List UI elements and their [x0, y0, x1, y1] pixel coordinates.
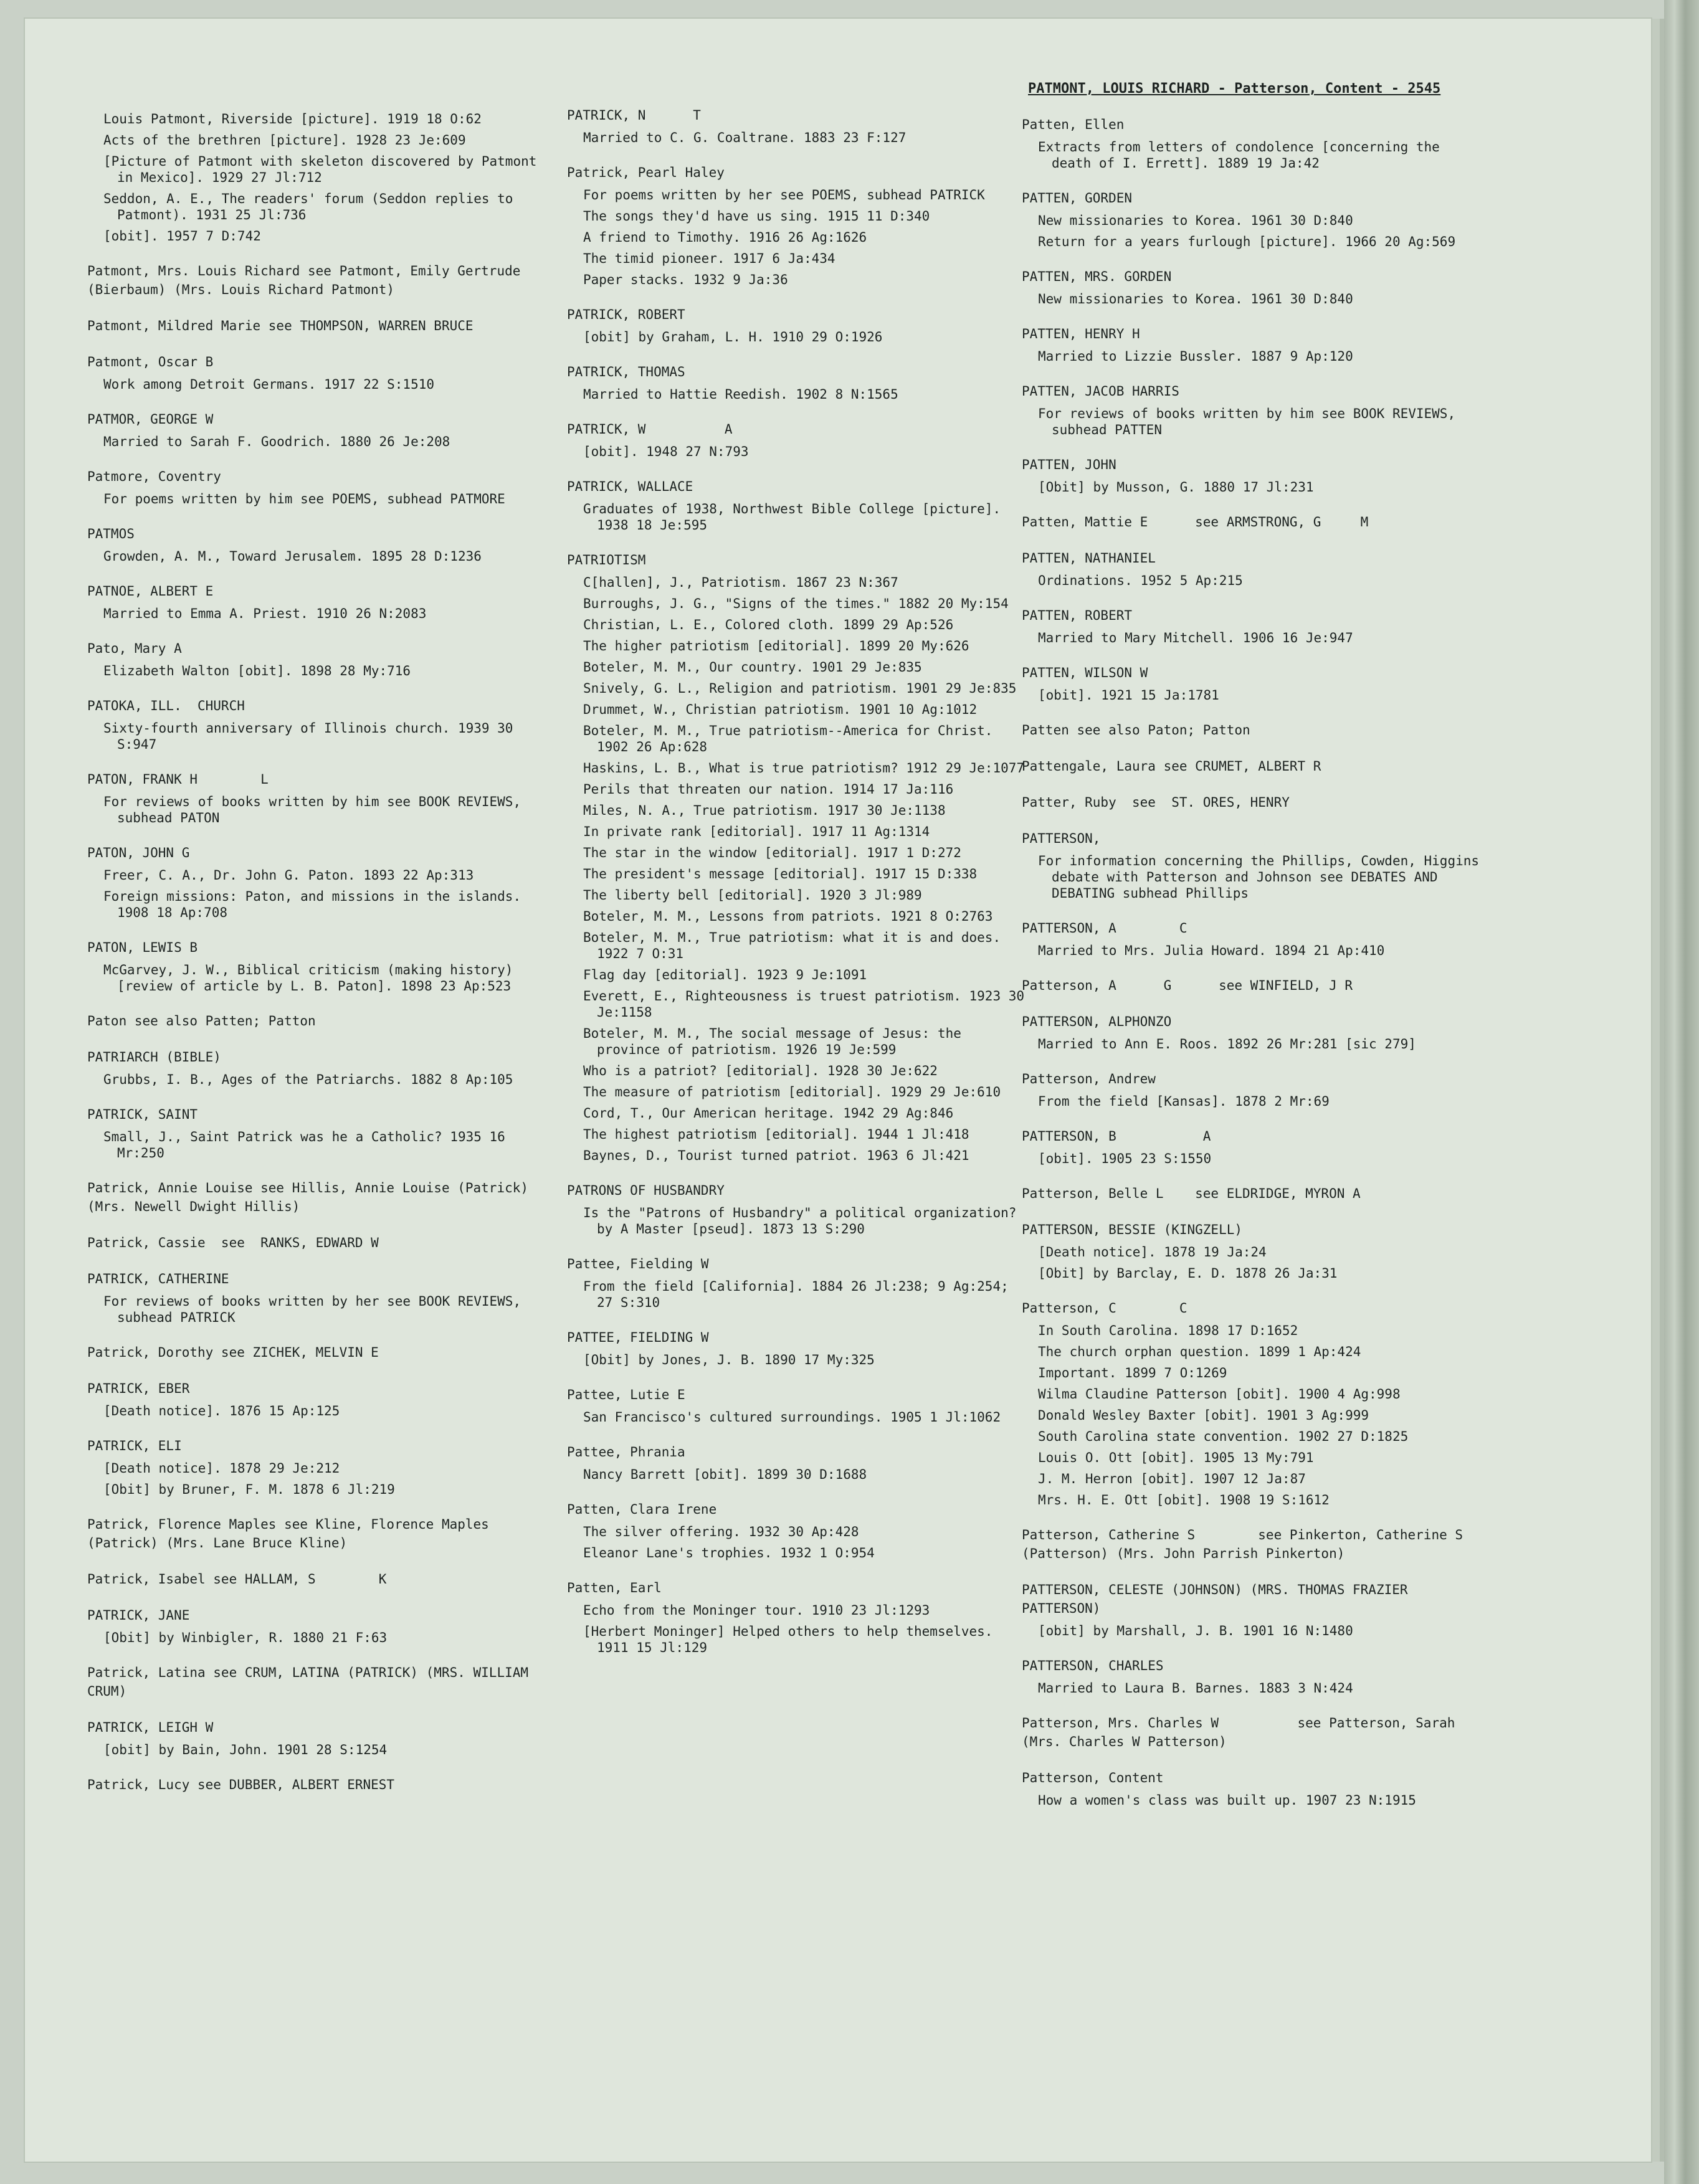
- entry-heading: Patmont, Oscar B: [87, 354, 214, 369]
- entry-citation: [obit] by Bain, John. 1901 28 S:1254: [103, 1742, 388, 1757]
- book-page-edges: [1664, 0, 1699, 2184]
- index-column-2: [567, 106, 1031, 1673]
- entry-citation: Nancy Barrett [obit]. 1899 30 D:1688: [583, 1467, 867, 1482]
- entry-citation: Boteler, M. M., True patriotism: what it is and does. 1922 7 O:31: [583, 930, 1009, 961]
- entry-heading: Pato, Mary A: [87, 641, 182, 656]
- entry-citation: Married to Mary Mitchell. 1906 16 Je:947: [1038, 630, 1353, 645]
- entry-citation: Married to C. G. Coaltrane. 1883 23 F:127: [583, 130, 907, 145]
- running-header: PATMONT, LOUIS RICHARD - Patterson, Content - 2545: [1028, 81, 1441, 97]
- entry-citation: For information concerning the Phillips, Cowden, Higgins debate with Patterson and Johnson see DEBATES AND DEBATING subhead Phillips: [1038, 853, 1487, 901]
- entry-heading: PATTEN, NATHANIEL: [1022, 551, 1156, 566]
- index-entry: [87, 1775, 551, 1794]
- entry-heading: PATRICK, ELI: [87, 1438, 182, 1453]
- entry-heading: PATRICK, W A: [567, 422, 733, 437]
- entry-citation: Louis Patmont, Riverside [picture]. 1919 18 O:62: [103, 112, 482, 126]
- index-entry: [87, 410, 551, 450]
- entry-citation: Freer, C. A., Dr. John G. Paton. 1893 22 Ap:313: [103, 868, 474, 883]
- entry-heading: PATTEN, ROBERT: [1022, 608, 1133, 623]
- index-entry: [567, 1181, 1031, 1237]
- entry-citation: Snively, G. L., Religion and patriotism. 1901 29 Je:835: [583, 681, 1017, 696]
- index-entry: [87, 1570, 551, 1588]
- entry-heading: PATRICK, WALLACE: [567, 479, 693, 494]
- entry-heading: Patmont, Mildred Marie see THOMPSON, WARREN BRUCE: [87, 318, 474, 333]
- index-entry: [567, 420, 1031, 460]
- entry-heading: PATTEN, JACOB HARRIS: [1022, 384, 1179, 399]
- entry-heading: Patrick, Florence Maples see Kline, Florence Maples (Patrick) (Mrs. Lane Bruce Kline): [87, 1517, 497, 1550]
- entry-citation: For reviews of books written by her see BOOK REVIEWS, subhead PATRICK: [103, 1294, 529, 1325]
- entry-heading: Patten, Mattie E see ARMSTRONG, G M: [1022, 515, 1369, 529]
- entry-heading: PATON, LEWIS B: [87, 940, 198, 955]
- index-entry: [1022, 1184, 1486, 1203]
- entry-citation: Acts of the brethren [picture]. 1928 23 Je:609: [103, 133, 466, 148]
- entry-heading: PATON, FRANK H L: [87, 772, 269, 787]
- entry-citation: New missionaries to Korea. 1961 30 D:840: [1038, 213, 1353, 228]
- entry-citation: Married to Emma A. Priest. 1910 26 N:2083: [103, 606, 427, 621]
- entry-heading: PATTERSON, BESSIE (KINGZELL): [1022, 1222, 1243, 1237]
- entry-heading: Pattee, Fielding W: [567, 1256, 709, 1271]
- entry-citation: Foreign missions: Paton, and missions in the islands. 1908 18 Ap:708: [103, 889, 529, 920]
- index-entry: [1022, 757, 1486, 776]
- entry-heading: Patrick, Lucy see DUBBER, ALBERT ERNEST: [87, 1777, 395, 1792]
- index-entry: [87, 1515, 551, 1552]
- index-entry: [1022, 793, 1486, 812]
- entry-heading: PATTERSON, B A: [1022, 1129, 1211, 1144]
- entry-citation: [Death notice]. 1878 19 Ja:24: [1038, 1245, 1267, 1260]
- entry-citation: Cord, T., Our American heritage. 1942 29 Ag:846: [583, 1106, 954, 1121]
- entry-citation: [Obit] by Winbigler, R. 1880 21 F:63: [103, 1630, 388, 1645]
- entry-citation: The president's message [editorial]. 1917 15 D:338: [583, 866, 978, 881]
- entry-citation: [Obit] by Barclay, E. D. 1878 26 Ja:31: [1038, 1266, 1338, 1281]
- entry-citation: Louis O. Ott [obit]. 1905 13 My:791: [1038, 1450, 1314, 1465]
- entry-heading: PATRICK, JANE: [87, 1608, 190, 1623]
- index-entry: [1022, 1127, 1486, 1167]
- index-entry: [87, 467, 551, 507]
- entry-citation: Boteler, M. M., True patriotism--America for Christ. 1902 26 Ap:628: [583, 723, 1001, 754]
- entry-heading: PATTERSON, CELESTE (JOHNSON) (MRS. THOMAS FRAZIER PATTERSON): [1022, 1582, 1416, 1616]
- entry-citation: The timid pioneer. 1917 6 Ja:434: [583, 251, 835, 266]
- entry-heading: PATTERSON, CHARLES: [1022, 1658, 1164, 1673]
- entry-citation: Wilma Claudine Patterson [obit]. 1900 4 Ag:998: [1038, 1387, 1401, 1402]
- entry-citation: For poems written by her see POEMS, subhead PATRICK: [583, 188, 985, 202]
- entry-heading: PATON, JOHN G: [87, 845, 190, 860]
- entry-citation: In South Carolina. 1898 17 D:1652: [1038, 1323, 1298, 1338]
- entry-heading: Pattee, Lutie E: [567, 1387, 685, 1402]
- entry-heading: Patten, Ellen: [1022, 117, 1125, 132]
- entry-citation: Burroughs, J. G., "Signs of the times." 1882 20 My:154: [583, 596, 1009, 611]
- index-entry: [567, 305, 1031, 345]
- index-entry: [87, 1606, 551, 1646]
- entry-citation: Mrs. H. E. Ott [obit]. 1908 19 S:1612: [1038, 1493, 1330, 1507]
- entry-heading: Pattee, Phrania: [567, 1445, 685, 1460]
- entry-heading: Patterson, Belle L see ELDRIDGE, MYRON A: [1022, 1186, 1361, 1201]
- index-entry: [1022, 549, 1486, 589]
- entry-citation: Growden, A. M., Toward Jerusalem. 1895 28 D:1236: [103, 549, 482, 564]
- index-entry: [87, 353, 551, 392]
- entry-heading: PATTEN, WILSON W: [1022, 665, 1148, 680]
- entry-citation: J. M. Herron [obit]. 1907 12 Ja:87: [1038, 1471, 1306, 1486]
- entry-heading: Patrick, Annie Louise see Hillis, Annie Louise (Patrick) (Mrs. Newell Dwight Hillis): [87, 1180, 536, 1214]
- entry-citation: Is the "Patrons of Husbandry" a political organization? by A Master [pseud]. 1873 13 S:290: [583, 1205, 1025, 1237]
- entry-citation: Boteler, M. M., Lessons from patriots. 1921 8 O:2763: [583, 909, 993, 924]
- entry-citation: Work among Detroit Germans. 1917 22 S:1510: [103, 377, 435, 392]
- entry-citation: Married to Lizzie Bussler. 1887 9 Ap:120: [1038, 349, 1353, 364]
- index-entry: [87, 1048, 551, 1088]
- entry-citation: [obit] by Marshall, J. B. 1901 16 N:1480: [1038, 1623, 1353, 1638]
- index-entry: [1022, 606, 1486, 646]
- entry-citation: Donald Wesley Baxter [obit]. 1901 3 Ag:999: [1038, 1408, 1369, 1423]
- entry-citation: The higher patriotism [editorial]. 1899 20 My:626: [583, 639, 969, 653]
- entry-heading: Pattengale, Laura see CRUMET, ALBERT R: [1022, 759, 1321, 774]
- index-entry: [87, 1105, 551, 1161]
- index-entry: [1022, 115, 1486, 171]
- entry-citation: Eleanor Lane's trophies. 1932 1 O:954: [583, 1545, 875, 1560]
- entry-heading: PATRICK, LEIGH W: [87, 1720, 214, 1735]
- entry-heading: Paton see also Patten; Patton: [87, 1014, 316, 1028]
- entry-citation: [Picture of Patmont with skeleton discovered by Patmont in Mexico]. 1929 27 Jl:712: [103, 154, 545, 185]
- entry-citation: The star in the window [editorial]. 1917 1 D:272: [583, 845, 961, 860]
- entry-heading: Patten see also Paton; Patton: [1022, 723, 1250, 738]
- entry-heading: PATTEE, FIELDING W: [567, 1330, 709, 1345]
- index-entry: [567, 1328, 1031, 1368]
- entry-heading: Patmore, Coventry: [87, 469, 221, 484]
- entry-citation: [Obit] by Jones, J. B. 1890 17 My:325: [583, 1352, 875, 1367]
- index-entry: [87, 316, 551, 335]
- index-entry: [1022, 1769, 1486, 1808]
- entry-heading: PATRIOTISM: [567, 553, 646, 567]
- entry-heading: PATMOS: [87, 526, 135, 541]
- entry-heading: PATRICK, CATHERINE: [87, 1271, 229, 1286]
- entry-citation: The church orphan question. 1899 1 Ap:424: [1038, 1344, 1361, 1359]
- index-entry: [1022, 1299, 1486, 1508]
- entry-heading: Patterson, C C: [1022, 1301, 1187, 1316]
- entry-heading: PATTEN, MRS. GORDEN: [1022, 269, 1172, 284]
- entry-citation: For reviews of books written by him see BOOK REVIEWS, subhead PATTEN: [1038, 406, 1463, 437]
- index-entry: [87, 1343, 551, 1362]
- entry-citation: [Death notice]. 1878 29 Je:212: [103, 1461, 340, 1476]
- index-entry: [87, 770, 551, 826]
- index-entry: [87, 1012, 551, 1030]
- index-entry: [1022, 189, 1486, 250]
- index-entry: [1022, 721, 1486, 739]
- entry-citation: Baynes, D., Tourist turned patriot. 1963 6 Jl:421: [583, 1148, 969, 1163]
- entry-citation: Elizabeth Walton [obit]. 1898 28 My:716: [103, 663, 411, 678]
- entry-citation: Married to Hattie Reedish. 1902 8 N:1565: [583, 387, 898, 402]
- index-entry: [87, 843, 551, 921]
- index-entry: [1022, 663, 1486, 703]
- index-entry: [87, 938, 551, 994]
- index-entry: [87, 525, 551, 564]
- entry-heading: Patrick, Latina see CRUM, LATINA (PATRICK) (MRS. WILLIAM CRUM): [87, 1665, 536, 1699]
- entry-citation: Ordinations. 1952 5 Ap:215: [1038, 573, 1243, 588]
- index-entry: [567, 1579, 1031, 1656]
- entry-citation: From the field [California]. 1884 26 Jl:238; 9 Ag:254; 27 S:310: [583, 1279, 1017, 1310]
- index-entry: [1022, 1220, 1486, 1281]
- entry-heading: PATNOE, ALBERT E: [87, 584, 214, 599]
- entry-citation: How a women's class was built up. 1907 23 N:1915: [1038, 1793, 1416, 1808]
- entry-heading: Patter, Ruby see ST. ORES, HENRY: [1022, 795, 1290, 810]
- entry-citation: [obit]. 1948 27 N:793: [583, 444, 749, 459]
- index-entry: [1022, 829, 1486, 901]
- entry-citation: Small, J., Saint Patrick was he a Catholic? 1935 16 Mr:250: [103, 1129, 513, 1161]
- entry-citation: The silver offering. 1932 30 Ap:428: [583, 1524, 859, 1539]
- entry-citation: Married to Ann E. Roos. 1892 26 Mr:281 [sic 279]: [1038, 1037, 1416, 1052]
- entry-citation: [obit] by Graham, L. H. 1910 29 O:1926: [583, 330, 883, 344]
- entry-heading: PATRICK, THOMAS: [567, 364, 685, 379]
- entry-citation: Who is a patriot? [editorial]. 1928 30 Je:622: [583, 1063, 938, 1078]
- index-entry: [567, 551, 1031, 1164]
- index-entry: [1022, 1580, 1486, 1639]
- entry-citation: Paper stacks. 1932 9 Ja:36: [583, 272, 788, 287]
- entry-citation: Extracts from letters of condolence [concerning the death of I. Errett]. 1889 19 Ja:42: [1038, 140, 1448, 171]
- entry-citation: For poems written by him see POEMS, subhead PATMORE: [103, 491, 505, 506]
- entry-citation: The measure of patriotism [editorial]. 1929 29 Je:610: [583, 1085, 1001, 1099]
- entry-heading: PATOKA, ILL. CHURCH: [87, 698, 245, 713]
- entry-citation: South Carolina state convention. 1902 27 D:1825: [1038, 1429, 1409, 1444]
- entry-citation: New missionaries to Korea. 1961 30 D:840: [1038, 292, 1353, 306]
- entry-citation: Grubbs, I. B., Ages of the Patriarchs. 1882 8 Ap:105: [103, 1072, 513, 1087]
- entry-citation: [obit]. 1905 23 S:1550: [1038, 1151, 1212, 1166]
- index-entry: [567, 106, 1031, 146]
- index-column-3: [1022, 115, 1503, 1826]
- entry-citation: The highest patriotism [editorial]. 1944 1 Jl:418: [583, 1127, 969, 1142]
- index-entry: [1022, 325, 1486, 364]
- entry-heading: PATRICK, SAINT: [87, 1107, 198, 1122]
- index-entry: [567, 1500, 1031, 1561]
- entry-heading: Patterson, Andrew: [1022, 1071, 1156, 1086]
- entry-heading: Patrick, Pearl Haley: [567, 165, 725, 180]
- entry-heading: Patterson, Mrs. Charles W see Patterson, Sarah (Mrs. Charles W Patterson): [1022, 1716, 1463, 1749]
- index-entry: [567, 1443, 1031, 1483]
- entry-citation: [Obit] by Musson, G. 1880 17 Jl:231: [1038, 480, 1314, 495]
- entry-heading: Patrick, Isabel see HALLAM, S K: [87, 1572, 387, 1587]
- index-column-1: [87, 106, 551, 1811]
- entry-citation: [Herbert Moninger] Helped others to help themselves. 1911 15 Jl:129: [583, 1624, 1001, 1655]
- entry-citation: In private rank [editorial]. 1917 11 Ag:1314: [583, 824, 930, 839]
- entry-citation: Drummet, W., Christian patriotism. 1901 10 Ag:1012: [583, 702, 978, 717]
- entry-heading: Patterson, Content: [1022, 1770, 1164, 1785]
- entry-citation: [Death notice]. 1876 15 Ap:125: [103, 1403, 340, 1418]
- index-entry: [1022, 382, 1486, 438]
- entry-heading: Patmont, Mrs. Louis Richard see Patmont, Emily Gertrude (Bierbaum) (Mrs. Louis Richard Patmont): [87, 264, 529, 297]
- index-entry: [87, 1718, 551, 1758]
- index-entry: [87, 1379, 551, 1419]
- index-entry: [87, 1179, 551, 1216]
- index-entry: [87, 582, 551, 622]
- entry-citation: From the field [Kansas]. 1878 2 Mr:69: [1038, 1094, 1330, 1109]
- index-entry: [87, 1270, 551, 1326]
- entry-citation: Seddon, A. E., The readers' forum (Seddon replies to Patmont). 1931 25 Jl:736: [103, 191, 521, 222]
- entry-citation: [obit]. 1957 7 D:742: [103, 229, 261, 244]
- index-entry: [567, 1255, 1031, 1311]
- entry-heading: PATRICK, EBER: [87, 1381, 190, 1396]
- entry-citation: The songs they'd have us sing. 1915 11 D:340: [583, 209, 930, 224]
- entry-citation: Married to Sarah F. Goodrich. 1880 26 Je:208: [103, 434, 450, 449]
- entry-heading: PATTERSON,: [1022, 831, 1101, 846]
- entry-heading: PATMOR, GEORGE W: [87, 412, 214, 427]
- entry-citation: Echo from the Moninger tour. 1910 23 Jl:1293: [583, 1603, 930, 1618]
- entry-heading: Patten, Clara Irene: [567, 1502, 717, 1517]
- entry-citation: Sixty-fourth anniversary of Illinois church. 1939 30 S:947: [103, 721, 521, 752]
- entry-citation: San Francisco's cultured surroundings. 1905 1 Jl:1062: [583, 1410, 1001, 1425]
- index-entry: [87, 696, 551, 753]
- index-entry: [87, 1233, 551, 1252]
- index-entry: [1022, 1714, 1486, 1751]
- entry-heading: PATTEN, GORDEN: [1022, 191, 1133, 206]
- index-entry: [1022, 1526, 1503, 1563]
- entry-heading: Patterson, Catherine S see Pinkerton, Catherine S (Patterson) (Mrs. John Parrish Pinkerton): [1022, 1527, 1503, 1561]
- entry-citation: Boteler, M. M., The social message of Jesus: the province of patriotism. 1926 19 Je:599: [583, 1026, 969, 1057]
- index-entry: [87, 111, 551, 244]
- index-entry: [1022, 1070, 1486, 1109]
- entry-heading: PATRICK, ROBERT: [567, 307, 685, 322]
- entry-heading: PATTEN, HENRY H: [1022, 326, 1140, 341]
- entry-citation: McGarvey, J. W., Biblical criticism (making history) [review of article by L. B. Paton]. 1898 23 Ap:523: [103, 962, 521, 994]
- entry-citation: Everett, E., Righteousness is truest patriotism. 1923 30 Je:1158: [583, 989, 1032, 1020]
- entry-citation: Christian, L. E., Colored cloth. 1899 29 Ap:526: [583, 617, 954, 632]
- entry-heading: PATRONS OF HUSBANDRY: [567, 1183, 725, 1198]
- index-entry: [1022, 513, 1486, 531]
- entry-citation: C[hallen], J., Patriotism. 1867 23 N:367: [583, 575, 898, 590]
- index-entry: [87, 1436, 551, 1498]
- entry-citation: [Obit] by Bruner, F. M. 1878 6 Jl:219: [103, 1482, 395, 1497]
- entry-citation: Return for a years furlough [picture]. 1966 20 Ag:569: [1038, 234, 1456, 249]
- entry-heading: PATRIARCH (BIBLE): [87, 1050, 221, 1065]
- index-entry: [87, 639, 551, 679]
- index-entry: [567, 477, 1031, 533]
- index-entry: [87, 1663, 551, 1701]
- index-entry: [1022, 1656, 1486, 1696]
- index-entry: [1022, 267, 1486, 307]
- entry-citation: The liberty bell [editorial]. 1920 3 Jl:989: [583, 888, 922, 903]
- entry-citation: [obit]. 1921 15 Ja:1781: [1038, 688, 1219, 703]
- index-entry: [1022, 1012, 1486, 1052]
- entry-heading: Patrick, Dorothy see ZICHEK, MELVIN E: [87, 1345, 379, 1360]
- entry-heading: PATTERSON, A C: [1022, 921, 1187, 936]
- index-entry: [87, 262, 551, 299]
- index-entry: [1022, 455, 1486, 495]
- index-entry: [567, 363, 1031, 402]
- entry-citation: Married to Mrs. Julia Howard. 1894 21 Ap:410: [1038, 943, 1385, 958]
- entry-citation: Perils that threaten our nation. 1914 17 Ja:116: [583, 782, 954, 797]
- entry-citation: Graduates of 1938, Northwest Bible College [picture]. 1938 18 Je:595: [583, 501, 1009, 533]
- entry-citation: A friend to Timothy. 1916 26 Ag:1626: [583, 230, 867, 245]
- entry-citation: Boteler, M. M., Our country. 1901 29 Je:835: [583, 660, 922, 675]
- index-entry: [1022, 976, 1486, 995]
- entry-citation: Important. 1899 7 O:1269: [1038, 1365, 1227, 1380]
- entry-citation: Flag day [editorial]. 1923 9 Je:1091: [583, 967, 867, 982]
- entry-citation: For reviews of books written by him see BOOK REVIEWS, subhead PATON: [103, 794, 529, 825]
- index-entry: [567, 1385, 1031, 1425]
- index-entry: [567, 163, 1031, 288]
- entry-heading: PATTEN, JOHN: [1022, 457, 1116, 472]
- entry-citation: Married to Laura B. Barnes. 1883 3 N:424: [1038, 1681, 1353, 1696]
- entry-heading: Patterson, A G see WINFIELD, J R: [1022, 978, 1353, 993]
- entry-heading: Patrick, Cassie see RANKS, EDWARD W: [87, 1235, 379, 1250]
- entry-heading: Patten, Earl: [567, 1580, 662, 1595]
- entry-citation: Miles, N. A., True patriotism. 1917 30 Je:1138: [583, 803, 946, 818]
- index-entry: [1022, 919, 1486, 959]
- entry-heading: PATTERSON, ALPHONZO: [1022, 1014, 1172, 1029]
- entry-heading: PATRICK, N T: [567, 108, 701, 123]
- entry-citation: Haskins, L. B., What is true patriotism? 1912 29 Je:1077: [583, 761, 1025, 776]
